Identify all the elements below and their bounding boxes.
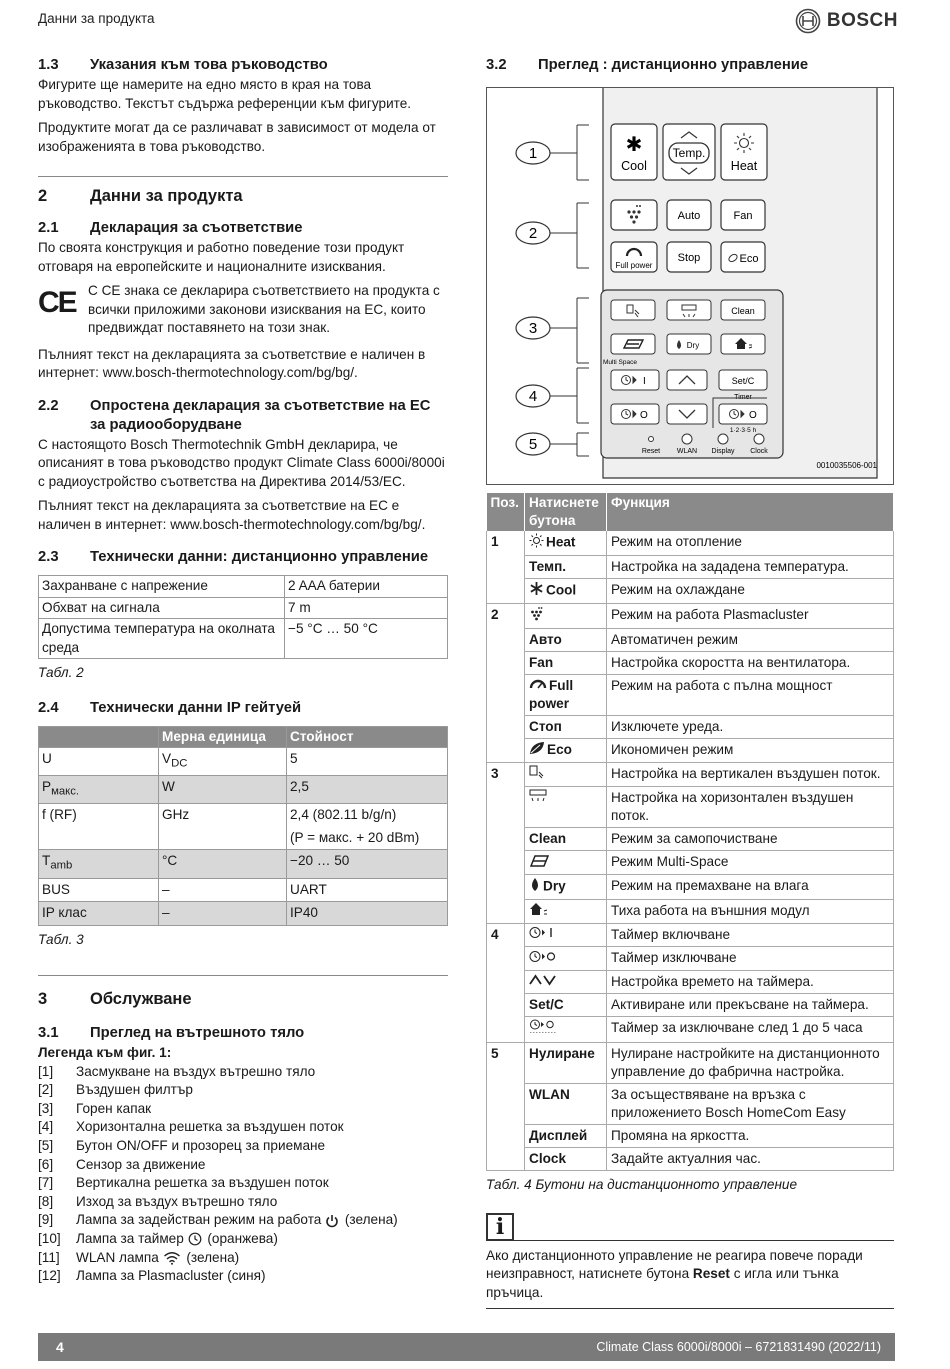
remote-control-figure [486,87,894,485]
page-number: 4 [56,1338,64,1355]
position-cell [487,994,525,1017]
multi-space-icon [529,854,549,872]
table-row [487,716,894,739]
table-cell: BUS [39,878,159,902]
button-label: Full power [529,678,574,712]
info-icon: i [486,1213,514,1241]
position-cell: 2 [487,604,525,629]
list-item: [10] Лампа за таймер (оранжева) [38,1231,278,1246]
timer-hours-icon [529,1019,557,1040]
button-cell [525,947,607,970]
timer-up-button[interactable] [667,370,707,390]
table-2-caption: Табл. 2 [38,665,84,680]
power-icon [325,1214,339,1228]
table-row [39,804,448,850]
table-row [487,899,894,923]
function-cell: Изключете уреда. [607,716,894,739]
button-label: Heat [546,534,576,550]
table-row [487,739,894,763]
bosch-logo [795,6,898,36]
fan-button[interactable] [721,200,765,230]
table-row [487,1084,894,1125]
button-cell [525,828,607,851]
list-item: [1] Засмукване на въздух вътрешно тяло [38,1063,316,1079]
position-cell: 3 [487,763,525,787]
button-cell [525,1084,607,1125]
list-item: [7] Вертикална решетка за въздушен поток [38,1175,329,1191]
function-cell: Настройка на вертикален въздушен поток. [607,763,894,787]
section-divider [38,975,448,976]
leaf-icon [529,741,545,760]
function-cell: Режим на работа с пълна мощност [607,675,894,716]
table-cell: Допустима температура на околната среда [39,619,285,659]
table-row [39,748,448,776]
set-c-button[interactable] [719,370,767,390]
svg-text:5: 5 [528,436,538,453]
table-cell: f (RF) [39,804,159,850]
table-row [487,851,894,874]
button-label: Стоп [529,719,562,735]
position-cell [487,1125,525,1148]
section-1-3-p2: Продуктите могат да се различават в зависимост от модела от изображенията в това ръководство. [38,120,436,154]
button-cell [525,556,607,579]
button-cell [525,874,607,899]
position-cell [487,970,525,993]
section-divider [38,176,448,177]
section-2-2-p2: Пълният текст на декларацията за съответствие на ЕС е наличен в интернет: www.bosch-thermotechnology.com/bg/bg/. [38,498,426,532]
button-cell [525,787,607,828]
svg-text:Multi Space: Multi Space [603,359,637,366]
table-row [487,579,894,604]
table-row [487,604,894,629]
cool-button[interactable] [611,124,657,180]
button-cell [525,652,607,675]
snowflake-icon: ✱ [625,134,643,156]
function-cell: Настройка времето на таймера. [607,970,894,993]
position-cell: 1 [487,531,525,556]
position-cell [487,787,525,828]
temp-button[interactable] [663,124,715,180]
list-item: [5] Бутон ON/OFF и прозорец за приемане [38,1138,326,1154]
function-cell: Таймер включване [607,923,894,946]
section-2-2-heading: 2.2 Опростена декларация за съответствие на ЕС за радиооборудване [38,397,431,433]
list-item: [11] WLAN лампа (зелена) [38,1249,240,1265]
button-label: Clock [529,1151,567,1167]
table-cell: −5 °C … 50 °C [285,619,448,659]
quiet-button[interactable] [721,334,765,354]
function-cell: Автоматичен режим [607,629,894,652]
svg-text:Temp.: Temp. [672,146,706,160]
table-row [39,597,448,619]
snowflake-icon [529,581,544,601]
stop-button[interactable] [667,242,711,272]
table-row [487,947,894,970]
sun-icon [529,533,544,553]
table-row [39,850,448,878]
info-rule [514,1240,894,1241]
ce-block [38,282,448,338]
table-row [487,970,894,993]
document-id: Climate Class 6000i/8000i – 6721831490 (2022/11) [596,1339,881,1354]
svg-text:Auto: Auto [677,210,701,222]
info-note [486,1213,894,1310]
horizontal-flow-icon [529,789,547,808]
button-cell [525,531,607,556]
ce-mark-icon: CE [38,286,76,319]
section-2-2-p1: С настоящото Bosch Thermotechnik GmbH декларира, че описаният в това ръководство продукт Climate Class 6000i/8000i с радиоустройство съответства на Директива 2014/53/ЕС. [38,436,445,489]
button-label: Нулиране [529,1046,595,1062]
svg-text:I: I [643,376,646,387]
button-cell [525,994,607,1017]
function-cell: Режим Multi-Space [607,851,894,874]
list-item: [9] Лампа за задействан режим на работа (зелена) [38,1212,398,1228]
button-cell [525,716,607,739]
position-cell [487,579,525,604]
function-cell: Активиране или прекъсване на таймера. [607,994,894,1017]
quiet-house-icon [529,902,549,921]
table-row [487,531,894,556]
svg-text:Eco: Eco [739,253,759,265]
button-cell [525,923,607,946]
button-label: Темп. [529,559,567,574]
plasmacluster-icon [529,606,544,626]
horizontal-flow-button[interactable] [667,300,711,320]
table-row [487,1125,894,1148]
ip-gateway-specs-table [38,726,448,926]
timer-on-icon [529,926,557,944]
bosch-armature-icon [795,8,821,34]
svg-text:Clean: Clean [731,306,755,316]
function-cell: Промяна на яркостта. [607,1125,894,1148]
timer-hours-button[interactable] [719,404,767,424]
table-cell: °C [159,850,287,878]
chapter-3-heading: 3 Обслужване [38,990,192,1009]
svg-text:Heat: Heat [730,159,758,173]
svg-text:Clock: Clock [750,448,768,455]
button-cell [525,1043,607,1084]
svg-text:Dry: Dry [686,341,700,350]
button-cell [525,763,607,787]
function-cell: Настройка на зададена температура. [607,556,894,579]
table-cell: $V_{DC}$ [159,748,287,776]
button-cell [525,970,607,993]
position-cell [487,899,525,923]
auto-button[interactable] [667,200,711,230]
section-2-4-heading: 2.4 Технически данни IP гейтуей [38,699,302,716]
button-label: Дисплей [529,1128,588,1144]
table-row [487,675,894,716]
table-row [487,1148,894,1171]
table-row [487,994,894,1017]
svg-text:Fan: Fan [733,210,753,222]
table-cell: U [39,748,159,776]
table-row [39,776,448,804]
brand-name: BOSCH [826,9,898,31]
button-label: WLAN [529,1087,570,1103]
callout-2 [516,203,589,268]
heat-button[interactable] [721,124,767,180]
table-row [39,902,448,926]
hours-label: 1·2·3·5 h [729,427,757,434]
table-header-cell: Натиснете бутона [525,493,607,531]
timer-off-button[interactable] [611,404,659,424]
callout-4 [516,368,589,423]
svg-text:Reset: Reset [641,448,661,455]
svg-text:Full power: Full power [615,261,653,270]
table-cell: Захранване с напрежение [39,576,285,598]
section-1-3-p1: Фигурите ще намерите на едно място в края на това ръководство. Текстът съдържа референции към фигурите. [38,77,412,111]
position-cell [487,652,525,675]
function-cell: Режим на премахване на влага [607,874,894,899]
right-column [486,56,894,1309]
position-cell [487,739,525,763]
table-row [487,1043,894,1084]
button-cell [525,1017,607,1043]
svg-text:WLAN: WLAN [676,448,698,455]
table-cell: Обхват на сигнала [39,597,285,619]
table-header-cell: Мерна единица [159,726,287,748]
list-item: [2] Въздушен филтър [38,1082,193,1098]
callout-3 [516,298,589,363]
wifi-icon [163,1251,181,1265]
legend-list [38,1063,448,1286]
info-rule-bottom [486,1308,894,1309]
remote-control-drawing [487,88,893,484]
timer-label: Timer [734,394,752,401]
svg-text:Cool: Cool [621,159,647,173]
table-3-caption: Табл. 3 [38,931,84,947]
position-cell [487,675,525,716]
timer-on-button[interactable] [611,370,659,390]
function-cell: Режим на работа Plasmacluster [607,604,894,629]
remote-buttons-table-body [487,531,894,1171]
svg-text:4: 4 [528,388,538,405]
function-cell: Настройка скоростта на вентилатора. [607,652,894,675]
clean-button[interactable] [721,300,765,320]
button-cell [525,579,607,604]
table-cell: IP клас [39,902,159,926]
table-row [39,878,448,902]
position-cell: 4 [487,923,525,946]
table-row [39,619,448,659]
table-cell: $P_{макс.}$ [39,776,159,804]
button-label: Авто [529,632,562,647]
timer-down-button[interactable] [667,404,707,424]
button-cell [525,739,607,763]
table-cell: 2 AAA батерии [285,576,448,598]
full-power-button[interactable] [611,242,657,272]
function-cell: Икономичен режим [607,739,894,763]
position-cell [487,1017,525,1043]
dry-button[interactable] [667,334,711,354]
svg-text:O: O [640,410,648,421]
table-cell: −20 … 50 [287,850,448,878]
table-cell: 7 m [285,597,448,619]
svg-text:2: 2 [528,225,538,242]
page-footer [38,1333,895,1361]
button-label: Clean [529,831,567,847]
list-item: [3] Горен капак [38,1100,152,1116]
svg-text:Stop: Stop [677,252,701,264]
running-header: Данни за продукта [38,11,155,26]
svg-text:Set/C: Set/C [731,376,755,386]
function-cell: Настройка на хоризонтален въздушен поток. [607,787,894,828]
callout-1 [516,125,589,180]
plasmacluster-button[interactable] [611,200,657,230]
position-cell: 5 [487,1043,525,1084]
position-cell [487,851,525,874]
function-cell: Нулиране настройките на дистанционното управление до фабрична настройка. [607,1043,894,1084]
list-item: [8] Изход за въздух вътрешно тяло [38,1193,278,1209]
table-cell: IP40 [287,902,448,926]
clock-icon [188,1232,202,1246]
position-cell [487,1084,525,1125]
function-cell: Режим на охлаждане [607,579,894,604]
table-row [487,828,894,851]
list-item: [12] Лампа за Plasmacluster (синя) [38,1268,266,1284]
list-item: [6] Сензор за движение [38,1156,206,1172]
function-cell: Таймер изключване [607,947,894,970]
section-2-1-heading: 2.1 Декларация за съответствие [38,220,303,236]
vertical-flow-button[interactable] [611,300,655,320]
button-cell [525,899,607,923]
table-header-cell: Стойност [287,726,448,748]
table-header-cell [39,726,159,748]
function-cell: Режим за самопочистване [607,828,894,851]
svg-text:1: 1 [528,145,538,162]
table-row [487,556,894,579]
table-cell: UART [287,878,448,902]
table-row [487,652,894,675]
position-cell [487,556,525,579]
up-down-icon [529,973,557,991]
button-cell [525,851,607,874]
info-text: Ако дистанционното управление не реагира повече поради неизправност, натиснете бутона Reset с игла или тънка пръчица. [486,1247,863,1300]
ce-text: С CE знака се декларира съответствието на продукта с всички приложими законови изисквания на ЕС, които предвиждат поставянето на този знак. [88,283,440,335]
remote-buttons-table [486,493,894,1171]
table-row [487,787,894,828]
section-2-3-heading: 2.3 Технически данни: дистанционно управление [38,549,429,565]
section-1-3-heading: 1.3 Указания към това ръководство [38,57,328,73]
button-cell [525,675,607,716]
table-row [487,923,894,946]
position-cell [487,828,525,851]
position-cell [487,1148,525,1171]
svg-text:Display: Display [711,448,735,455]
table-cell: 2,5 [287,776,448,804]
button-cell [525,1148,607,1171]
table-cell: – [159,902,287,926]
left-column [38,56,448,1286]
svg-text:O: O [749,410,757,421]
section-3-1-heading: 3.1 Преглед на вътрешното тяло [38,1025,305,1042]
table-cell: GHz [159,804,287,850]
button-cell [525,1125,607,1148]
table-4-caption: Табл. 4 Бутони на дистанционното управление [486,1177,798,1193]
table-header-cell: Поз. [487,493,525,531]
list-item: [4] Хоризонтална решетка за въздушен поток [38,1119,344,1135]
table-cell: 5 [287,748,448,776]
button-cell [525,629,607,652]
svg-text:3: 3 [528,320,538,337]
button-cell [525,604,607,629]
table-header-cell: Функция [607,493,894,531]
function-cell: Задайте актуалния час. [607,1148,894,1171]
figure-code: 0010035506-001 [816,461,877,470]
table-cell: – [159,878,287,902]
table-row [487,874,894,899]
table-row [487,629,894,652]
button-label: Set/C [529,997,564,1013]
timer-off-icon [529,950,557,968]
vertical-flow-icon [529,765,545,784]
table-cell: $T_{amb}$ [39,850,159,878]
function-cell: За осъществяване на връзка с приложението Bosch HomeCom Easy [607,1084,894,1125]
section-2-1-p1: По своята конструкция и работно поведение този продукт отговаря на европейските и националните изисквания. [38,240,405,274]
position-cell [487,716,525,739]
table-header-row [487,493,894,531]
button-label: Dry [543,878,566,894]
table-cell: 2,4 (802.11 b/g/n) (P = макс. + 20 dBm) [287,804,448,850]
function-cell: Режим на отопление [607,531,894,556]
button-label: Eco [547,742,572,758]
table-cell: W [159,776,287,804]
section-3-2-heading: 3.2 Преглед : дистанционно управление [486,57,809,73]
full-power-icon [529,677,547,695]
button-label: Fan [529,655,554,670]
position-cell [487,947,525,970]
function-cell: Тиха работа на външния модул [607,899,894,923]
chapter-2-heading: 2 Данни за продукта [38,187,243,205]
position-cell [487,629,525,652]
table-row [39,576,448,598]
drop-icon [529,877,541,897]
section-2-1-p2: Пълният текст на декларацията за съответствие е наличен в интернет: www.bosch-thermotechnology.com/bg/bg/. [38,346,426,380]
remote-specs-table [38,575,448,659]
legend-title: Легенда към фиг. 1: [38,1045,172,1061]
table-row [487,1017,894,1043]
callout-5 [516,433,589,456]
table-header-row [39,726,448,748]
eco-button[interactable] [721,242,765,272]
position-cell [487,874,525,899]
function-cell: Таймер за изключване след 1 до 5 часа [607,1017,894,1043]
button-label: Cool [546,582,577,598]
table-row [487,763,894,787]
